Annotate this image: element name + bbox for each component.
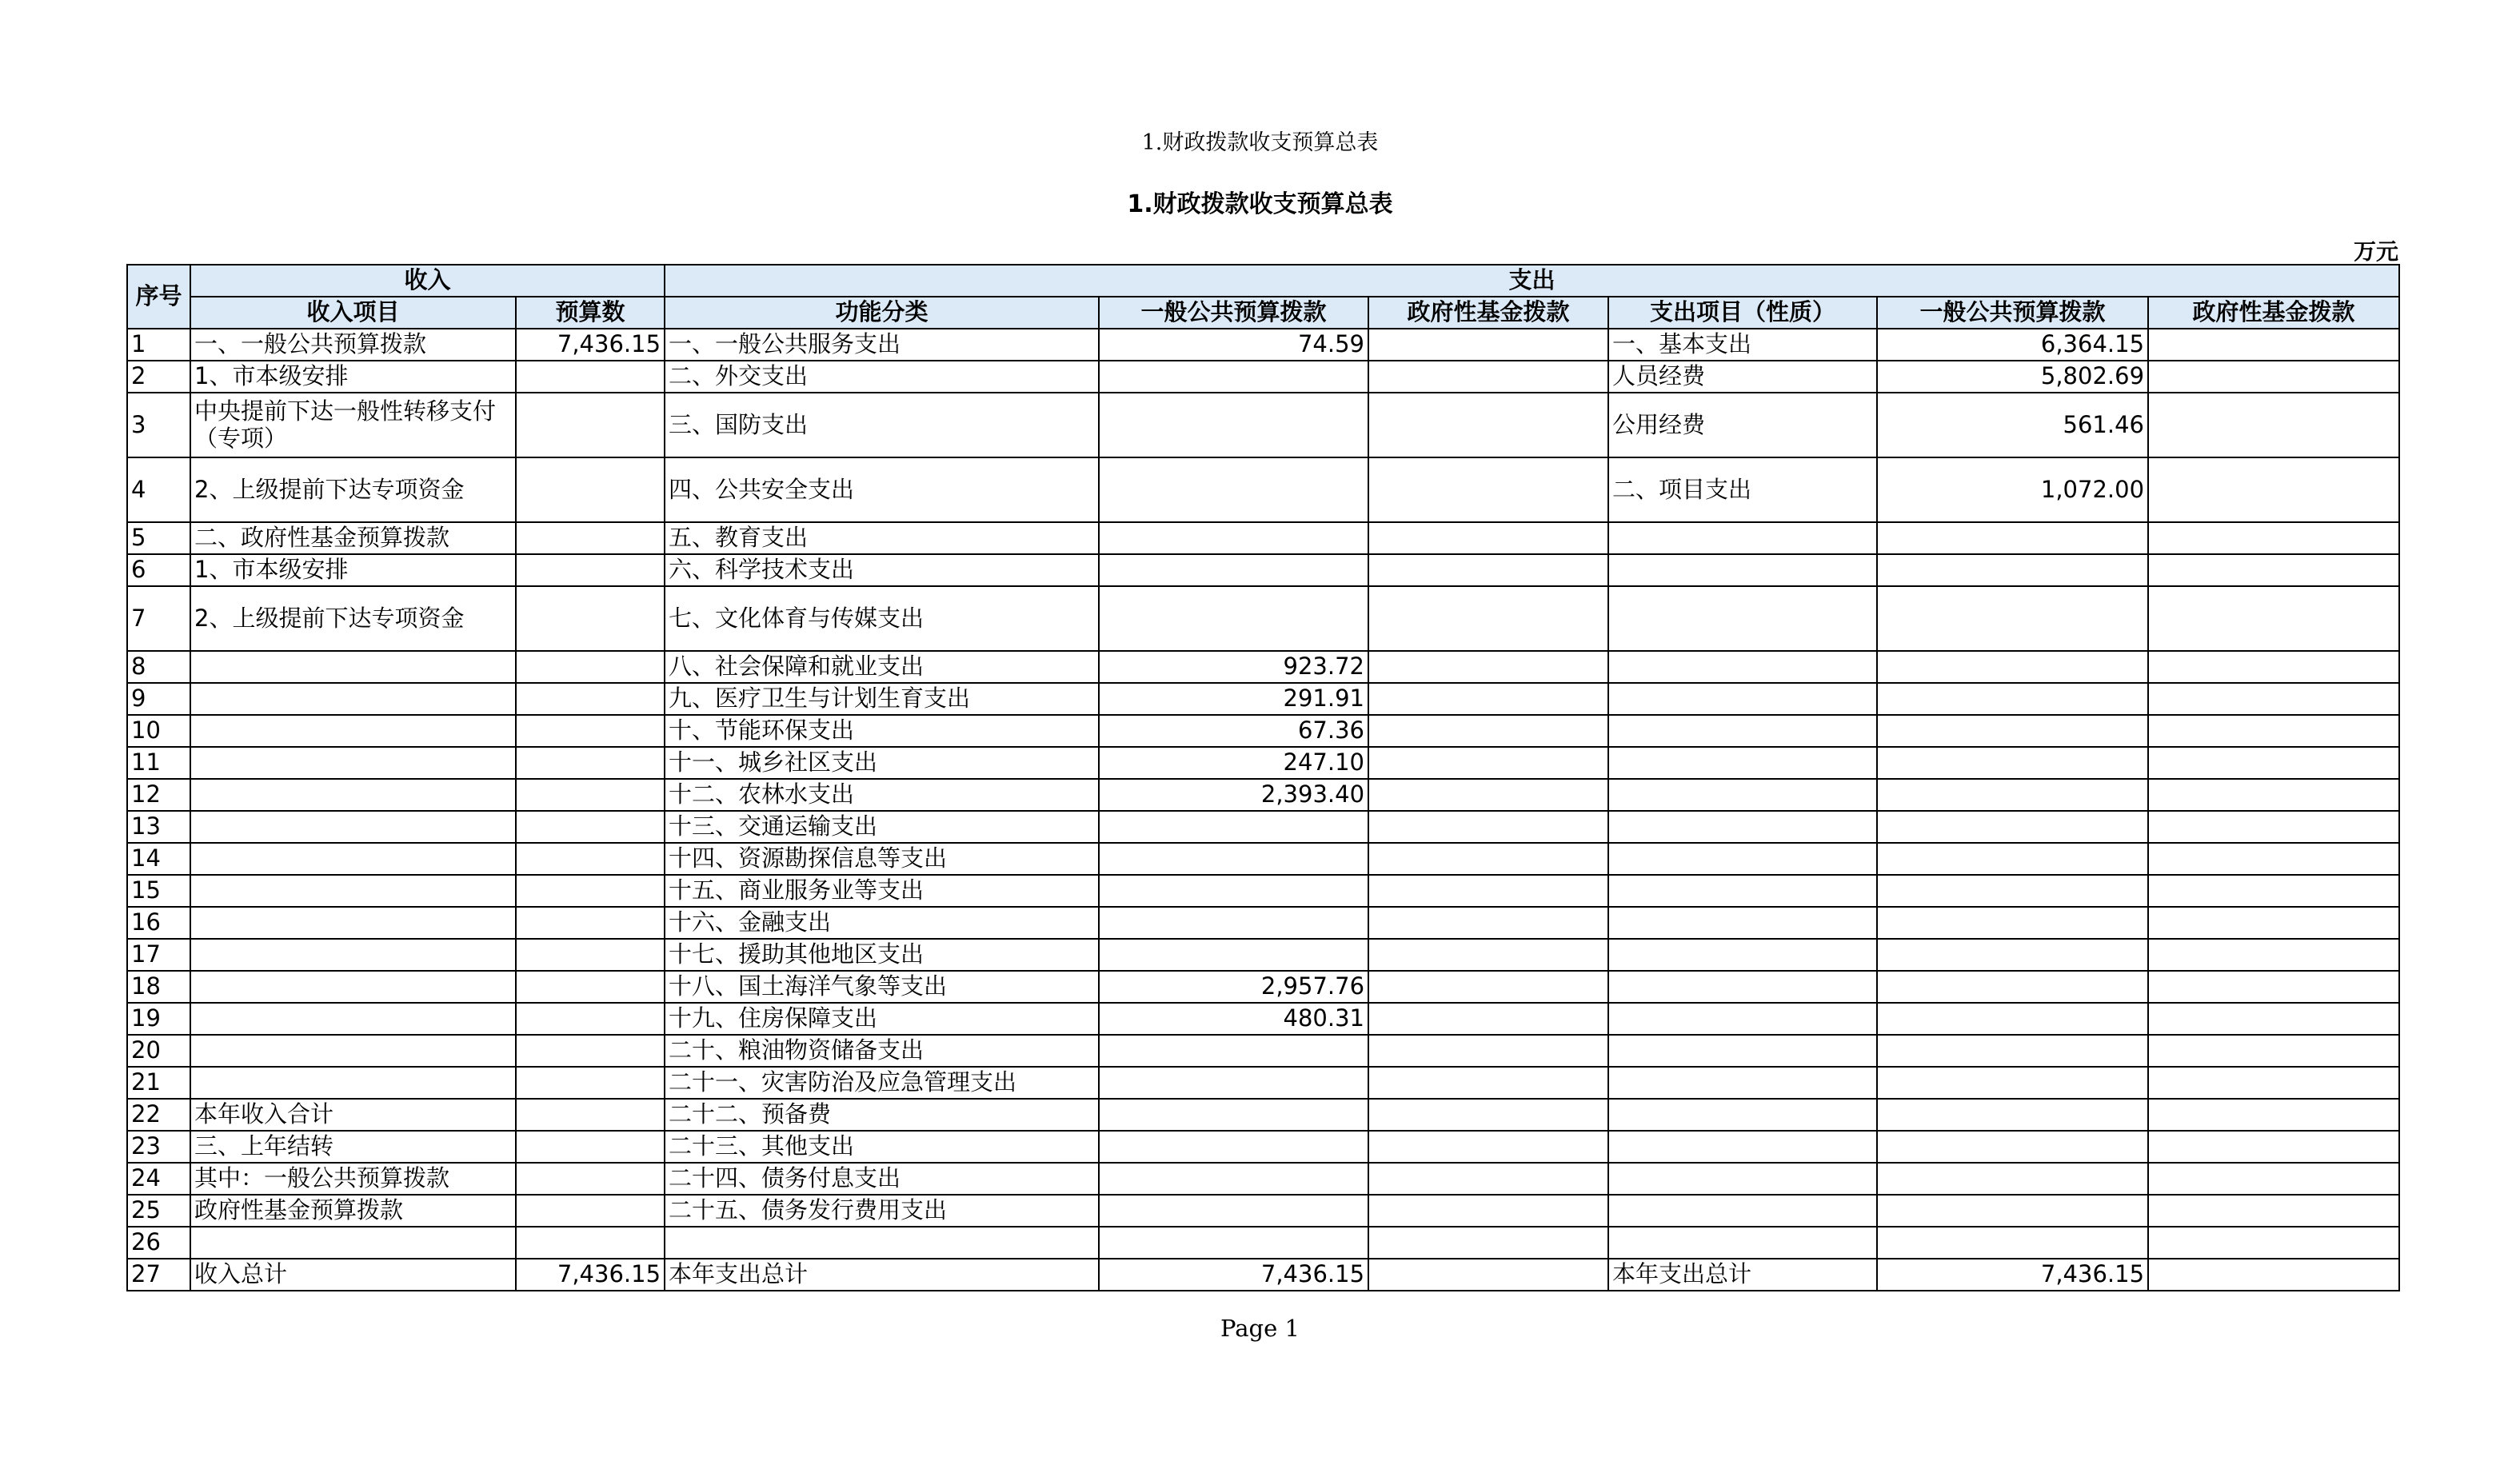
seq-cell: 20 — [127, 1035, 190, 1067]
gov-fund-1-cell — [1368, 1035, 1608, 1067]
page-title: 1.财政拨款收支预算总表 — [1127, 190, 1393, 218]
budget-amount-cell — [516, 651, 665, 683]
function-class-cell: 十三、交通运输支出 — [665, 811, 1099, 843]
function-class-cell: 十一、城乡社区支出 — [665, 747, 1099, 779]
function-class-cell: 一、一般公共服务支出 — [665, 329, 1099, 361]
seq-cell: 6 — [127, 554, 190, 586]
gov-fund-1-cell — [1368, 875, 1608, 907]
income-item-cell — [190, 1227, 516, 1259]
function-class-cell: 五、教育支出 — [665, 522, 1099, 554]
seq-cell: 24 — [127, 1163, 190, 1195]
general-budget-2-cell — [1877, 939, 2148, 971]
income-item-cell — [190, 971, 516, 1003]
seq-cell: 14 — [127, 843, 190, 875]
gov-fund-1-cell — [1368, 1195, 1608, 1227]
gov-fund-1-cell — [1368, 747, 1608, 779]
income-item-cell — [190, 939, 516, 971]
general-budget-2-cell — [1877, 554, 2148, 586]
seq-cell: 5 — [127, 522, 190, 554]
seq-cell: 7 — [127, 586, 190, 651]
gov-fund-2-cell — [2148, 683, 2399, 715]
general-budget-2-cell — [1877, 779, 2148, 811]
income-item-cell: 一、一般公共预算拨款 — [190, 329, 516, 361]
header-row-columns — [127, 297, 2399, 329]
seq-cell: 25 — [127, 1195, 190, 1227]
table-row — [127, 715, 2399, 747]
general-budget-2-cell — [1877, 1067, 2148, 1099]
gov-fund-1-cell — [1368, 843, 1608, 875]
general-budget-2-cell: 561.46 — [1877, 393, 2148, 457]
expense-item-cell — [1608, 779, 1877, 811]
general-budget-2-cell — [1877, 1131, 2148, 1163]
table-row — [127, 1035, 2399, 1067]
general-budget-2-cell — [1877, 843, 2148, 875]
gov-fund-1-cell — [1368, 971, 1608, 1003]
expense-item-cell — [1608, 1003, 1877, 1035]
gov-fund-1-cell — [1368, 715, 1608, 747]
table-row — [127, 554, 2399, 586]
budget-amount-cell — [516, 1163, 665, 1195]
function-class-cell: 七、文化体育与传媒支出 — [665, 586, 1099, 651]
budget-amount-cell — [516, 1195, 665, 1227]
header-general-budget-1: 一般公共预算拨款 — [1099, 297, 1368, 329]
gov-fund-2-cell — [2148, 1035, 2399, 1067]
budget-amount-cell: 7,436.15 — [516, 1259, 665, 1291]
expense-item-cell — [1608, 971, 1877, 1003]
function-class-cell: 二十一、灾害防治及应急管理支出 — [665, 1067, 1099, 1099]
budget-amount-cell — [516, 907, 665, 939]
expense-item-cell — [1608, 651, 1877, 683]
expense-item-cell: 公用经费 — [1608, 393, 1877, 457]
seq-cell: 15 — [127, 875, 190, 907]
unit-label: 万元 — [2353, 238, 2398, 265]
general-budget-1-cell — [1099, 586, 1368, 651]
function-class-cell: 十二、农林水支出 — [665, 779, 1099, 811]
general-budget-1-cell — [1099, 393, 1368, 457]
general-budget-1-cell: 923.72 — [1099, 651, 1368, 683]
budget-amount-cell — [516, 1099, 665, 1131]
budget-amount-cell — [516, 971, 665, 1003]
budget-amount-cell — [516, 361, 665, 393]
function-class-cell: 十七、援助其他地区支出 — [665, 939, 1099, 971]
expense-item-cell: 本年支出总计 — [1608, 1259, 1877, 1291]
budget-amount-cell — [516, 779, 665, 811]
general-budget-2-cell — [1877, 651, 2148, 683]
table-row — [127, 1163, 2399, 1195]
gov-fund-2-cell — [2148, 554, 2399, 586]
gov-fund-2-cell — [2148, 651, 2399, 683]
seq-cell: 16 — [127, 907, 190, 939]
header-seq: 序号 — [127, 265, 190, 329]
function-class-cell: 十九、住房保障支出 — [665, 1003, 1099, 1035]
function-class-cell: 十六、金融支出 — [665, 907, 1099, 939]
budget-amount-cell — [516, 875, 665, 907]
function-class-cell: 九、医疗卫生与计划生育支出 — [665, 683, 1099, 715]
gov-fund-2-cell — [2148, 1131, 2399, 1163]
budget-amount-cell — [516, 683, 665, 715]
gov-fund-2-cell — [2148, 1067, 2399, 1099]
general-budget-2-cell — [1877, 586, 2148, 651]
general-budget-1-cell — [1099, 1227, 1368, 1259]
income-item-cell: 收入总计 — [190, 1259, 516, 1291]
gov-fund-1-cell — [1368, 1099, 1608, 1131]
function-class-cell: 三、国防支出 — [665, 393, 1099, 457]
function-class-cell: 六、科学技术支出 — [665, 554, 1099, 586]
seq-cell: 4 — [127, 457, 190, 522]
general-budget-2-cell — [1877, 1099, 2148, 1131]
gov-fund-1-cell — [1368, 1067, 1608, 1099]
budget-amount-cell — [516, 586, 665, 651]
seq-cell: 13 — [127, 811, 190, 843]
function-class-cell: 十四、资源勘探信息等支出 — [665, 843, 1099, 875]
expense-item-cell — [1608, 522, 1877, 554]
general-budget-1-cell — [1099, 457, 1368, 522]
income-item-cell — [190, 907, 516, 939]
general-budget-1-cell — [1099, 1131, 1368, 1163]
general-budget-1-cell: 74.59 — [1099, 329, 1368, 361]
expense-item-cell — [1608, 683, 1877, 715]
header-budget-amount: 预算数 — [516, 297, 665, 329]
header-row-group — [127, 265, 2399, 297]
seq-cell: 10 — [127, 715, 190, 747]
budget-amount-cell — [516, 1131, 665, 1163]
table-row — [127, 586, 2399, 651]
table-row — [127, 971, 2399, 1003]
income-item-cell — [190, 1035, 516, 1067]
seq-cell: 26 — [127, 1227, 190, 1259]
budget-amount-cell — [516, 1067, 665, 1099]
expense-item-cell — [1608, 1195, 1877, 1227]
gov-fund-2-cell — [2148, 971, 2399, 1003]
gov-fund-2-cell — [2148, 843, 2399, 875]
general-budget-1-cell: 291.91 — [1099, 683, 1368, 715]
gov-fund-2-cell — [2148, 747, 2399, 779]
budget-amount-cell — [516, 811, 665, 843]
header-function-class: 功能分类 — [665, 297, 1099, 329]
table-row — [127, 1067, 2399, 1099]
gov-fund-2-cell — [2148, 1099, 2399, 1131]
gov-fund-1-cell — [1368, 779, 1608, 811]
function-class-cell: 二十五、债务发行费用支出 — [665, 1195, 1099, 1227]
general-budget-2-cell — [1877, 907, 2148, 939]
budget-amount-cell — [516, 1035, 665, 1067]
expense-item-cell — [1608, 1099, 1877, 1131]
gov-fund-1-cell — [1368, 329, 1608, 361]
budget-amount-cell — [516, 1003, 665, 1035]
table-row — [127, 1131, 2399, 1163]
gov-fund-1-cell — [1368, 586, 1608, 651]
expense-item-cell — [1608, 1067, 1877, 1099]
seq-cell: 2 — [127, 361, 190, 393]
gov-fund-2-cell — [2148, 1259, 2399, 1291]
function-class-cell: 二、外交支出 — [665, 361, 1099, 393]
function-class-cell: 十、节能环保支出 — [665, 715, 1099, 747]
seq-cell: 17 — [127, 939, 190, 971]
seq-cell: 19 — [127, 1003, 190, 1035]
general-budget-1-cell — [1099, 1163, 1368, 1195]
general-budget-1-cell — [1099, 843, 1368, 875]
gov-fund-1-cell — [1368, 651, 1608, 683]
table-row — [127, 907, 2399, 939]
gov-fund-1-cell — [1368, 683, 1608, 715]
table-row — [127, 875, 2399, 907]
general-budget-1-cell — [1099, 875, 1368, 907]
general-budget-1-cell — [1099, 1067, 1368, 1099]
general-budget-2-cell — [1877, 522, 2148, 554]
budget-amount-cell — [516, 457, 665, 522]
general-budget-2-cell — [1877, 1163, 2148, 1195]
expense-item-cell — [1608, 1163, 1877, 1195]
expense-item-cell — [1608, 811, 1877, 843]
seq-cell: 1 — [127, 329, 190, 361]
general-budget-1-cell — [1099, 939, 1368, 971]
general-budget-2-cell — [1877, 715, 2148, 747]
income-item-cell — [190, 843, 516, 875]
function-class-cell: 二十四、债务付息支出 — [665, 1163, 1099, 1195]
income-item-cell — [190, 683, 516, 715]
expense-item-cell — [1608, 1131, 1877, 1163]
income-item-cell: 1、市本级安排 — [190, 554, 516, 586]
income-item-cell: 二、政府性基金预算拨款 — [190, 522, 516, 554]
gov-fund-2-cell — [2148, 1003, 2399, 1035]
gov-fund-2-cell — [2148, 393, 2399, 457]
function-class-cell: 十八、国土海洋气象等支出 — [665, 971, 1099, 1003]
expense-item-cell — [1608, 715, 1877, 747]
general-budget-2-cell — [1877, 971, 2148, 1003]
function-class-cell: 二十三、其他支出 — [665, 1131, 1099, 1163]
table-row — [127, 361, 2399, 393]
seq-cell: 8 — [127, 651, 190, 683]
income-item-cell: 三、上年结转 — [190, 1131, 516, 1163]
table-row — [127, 939, 2399, 971]
table-row — [127, 1195, 2399, 1227]
general-budget-1-cell: 247.10 — [1099, 747, 1368, 779]
header-title: 1.财政拨款收支预算总表 — [1141, 130, 1379, 155]
income-item-cell — [190, 1003, 516, 1035]
seq-cell: 21 — [127, 1067, 190, 1099]
gov-fund-2-cell — [2148, 939, 2399, 971]
table-row — [127, 811, 2399, 843]
budget-amount-cell — [516, 554, 665, 586]
general-budget-2-cell — [1877, 1227, 2148, 1259]
general-budget-1-cell — [1099, 522, 1368, 554]
general-budget-2-cell: 6,364.15 — [1877, 329, 2148, 361]
income-item-cell: 中央提前下达一般性转移支付（专项） — [190, 393, 516, 457]
budget-amount-cell — [516, 1227, 665, 1259]
budget-amount-cell — [516, 939, 665, 971]
seq-cell: 18 — [127, 971, 190, 1003]
page-footer: Page 1 — [1220, 1315, 1300, 1342]
general-budget-2-cell — [1877, 1035, 2148, 1067]
table-row — [127, 1099, 2399, 1131]
gov-fund-1-cell — [1368, 1131, 1608, 1163]
income-item-cell: 其中：一般公共预算拨款 — [190, 1163, 516, 1195]
table-row — [127, 1003, 2399, 1035]
expense-item-cell: 人员经费 — [1608, 361, 1877, 393]
general-budget-1-cell — [1099, 811, 1368, 843]
table-row — [127, 1227, 2399, 1259]
gov-fund-1-cell — [1368, 522, 1608, 554]
general-budget-2-cell — [1877, 875, 2148, 907]
gov-fund-2-cell — [2148, 907, 2399, 939]
seq-cell: 12 — [127, 779, 190, 811]
table-row — [127, 329, 2399, 361]
expense-item-cell — [1608, 554, 1877, 586]
income-item-cell — [190, 1067, 516, 1099]
income-item-cell — [190, 651, 516, 683]
seq-cell: 27 — [127, 1259, 190, 1291]
general-budget-2-cell — [1877, 1003, 2148, 1035]
gov-fund-1-cell — [1368, 939, 1608, 971]
income-item-cell: 2、上级提前下达专项资金 — [190, 457, 516, 522]
general-budget-1-cell: 7,436.15 — [1099, 1259, 1368, 1291]
general-budget-2-cell — [1877, 683, 2148, 715]
gov-fund-2-cell — [2148, 811, 2399, 843]
gov-fund-2-cell — [2148, 1227, 2399, 1259]
budget-amount-cell — [516, 522, 665, 554]
gov-fund-1-cell — [1368, 554, 1608, 586]
gov-fund-1-cell — [1368, 393, 1608, 457]
general-budget-1-cell: 67.36 — [1099, 715, 1368, 747]
gov-fund-2-cell — [2148, 457, 2399, 522]
budget-amount-cell — [516, 393, 665, 457]
table-row — [127, 651, 2399, 683]
general-budget-2-cell: 1,072.00 — [1877, 457, 2148, 522]
income-item-cell — [190, 779, 516, 811]
gov-fund-1-cell — [1368, 1227, 1608, 1259]
budget-table — [126, 264, 2400, 1291]
budget-amount-cell: 7,436.15 — [516, 329, 665, 361]
expense-item-cell — [1608, 875, 1877, 907]
gov-fund-1-cell — [1368, 1163, 1608, 1195]
function-class-cell: 二十、粮油物资储备支出 — [665, 1035, 1099, 1067]
expense-item-cell: 一、基本支出 — [1608, 329, 1877, 361]
budget-amount-cell — [516, 747, 665, 779]
header-income-group: 收入 — [190, 265, 665, 297]
general-budget-1-cell — [1099, 554, 1368, 586]
income-item-cell: 1、市本级安排 — [190, 361, 516, 393]
expense-item-cell — [1608, 907, 1877, 939]
seq-cell: 23 — [127, 1131, 190, 1163]
general-budget-2-cell — [1877, 811, 2148, 843]
budget-amount-cell — [516, 715, 665, 747]
general-budget-1-cell — [1099, 1035, 1368, 1067]
general-budget-2-cell — [1877, 1195, 2148, 1227]
expense-item-cell — [1608, 586, 1877, 651]
general-budget-1-cell: 2,393.40 — [1099, 779, 1368, 811]
table-row — [127, 843, 2399, 875]
gov-fund-2-cell — [2148, 779, 2399, 811]
expense-item-cell — [1608, 1035, 1877, 1067]
income-item-cell — [190, 747, 516, 779]
budget-amount-cell — [516, 843, 665, 875]
header-general-budget-2: 一般公共预算拨款 — [1877, 297, 2148, 329]
income-item-cell — [190, 715, 516, 747]
table-row — [127, 457, 2399, 522]
function-class-cell — [665, 1227, 1099, 1259]
table-row — [127, 683, 2399, 715]
general-budget-1-cell — [1099, 1099, 1368, 1131]
general-budget-1-cell: 480.31 — [1099, 1003, 1368, 1035]
gov-fund-2-cell — [2148, 586, 2399, 651]
expense-item-cell — [1608, 843, 1877, 875]
general-budget-1-cell: 2,957.76 — [1099, 971, 1368, 1003]
general-budget-1-cell — [1099, 361, 1368, 393]
table-row — [127, 747, 2399, 779]
income-item-cell — [190, 811, 516, 843]
income-item-cell: 政府性基金预算拨款 — [190, 1195, 516, 1227]
gov-fund-2-cell — [2148, 361, 2399, 393]
gov-fund-1-cell — [1368, 1259, 1608, 1291]
gov-fund-2-cell — [2148, 522, 2399, 554]
gov-fund-1-cell — [1368, 1003, 1608, 1035]
seq-cell: 22 — [127, 1099, 190, 1131]
table-row — [127, 393, 2399, 457]
expense-item-cell — [1608, 1227, 1877, 1259]
seq-cell: 9 — [127, 683, 190, 715]
header-expense-group: 支出 — [665, 265, 2399, 297]
header-gov-fund-1: 政府性基金拨款 — [1368, 297, 1608, 329]
seq-cell: 3 — [127, 393, 190, 457]
table-row — [127, 522, 2399, 554]
table-row — [127, 1259, 2399, 1291]
general-budget-2-cell — [1877, 747, 2148, 779]
general-budget-2-cell: 5,802.69 — [1877, 361, 2148, 393]
income-item-cell: 2、上级提前下达专项资金 — [190, 586, 516, 651]
gov-fund-1-cell — [1368, 811, 1608, 843]
expense-item-cell: 二、项目支出 — [1608, 457, 1877, 522]
function-class-cell: 十五、商业服务业等支出 — [665, 875, 1099, 907]
gov-fund-2-cell — [2148, 715, 2399, 747]
gov-fund-2-cell — [2148, 1163, 2399, 1195]
function-class-cell: 四、公共安全支出 — [665, 457, 1099, 522]
function-class-cell: 八、社会保障和就业支出 — [665, 651, 1099, 683]
gov-fund-2-cell — [2148, 329, 2399, 361]
general-budget-2-cell: 7,436.15 — [1877, 1259, 2148, 1291]
income-item-cell — [190, 875, 516, 907]
general-budget-1-cell — [1099, 1195, 1368, 1227]
header-income-item: 收入项目 — [190, 297, 516, 329]
gov-fund-1-cell — [1368, 361, 1608, 393]
expense-item-cell — [1608, 747, 1877, 779]
gov-fund-2-cell — [2148, 875, 2399, 907]
gov-fund-1-cell — [1368, 907, 1608, 939]
header-expense-item: 支出项目（性质） — [1608, 297, 1877, 329]
header-gov-fund-2: 政府性基金拨款 — [2148, 297, 2399, 329]
gov-fund-1-cell — [1368, 457, 1608, 522]
general-budget-1-cell — [1099, 907, 1368, 939]
table-row — [127, 779, 2399, 811]
gov-fund-2-cell — [2148, 1195, 2399, 1227]
function-class-cell: 二十二、预备费 — [665, 1099, 1099, 1131]
function-class-cell: 本年支出总计 — [665, 1259, 1099, 1291]
expense-item-cell — [1608, 939, 1877, 971]
seq-cell: 11 — [127, 747, 190, 779]
income-item-cell: 本年收入合计 — [190, 1099, 516, 1131]
